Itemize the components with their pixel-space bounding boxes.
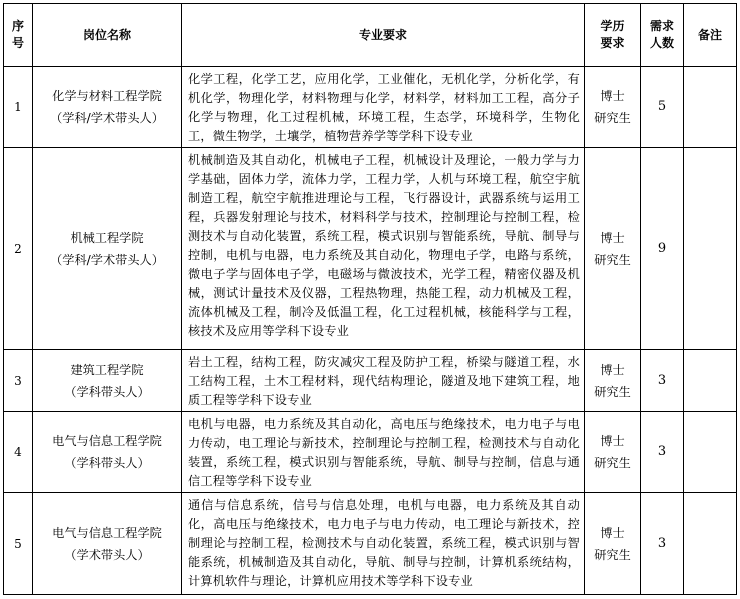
degree-cell: 博士 研究生 <box>585 148 641 350</box>
requirements-cell: 岩土工程，结构工程，防灾减灾工程及防护工程，桥梁与隧道工程，水工结构工程，土木工程材料，现代结构理论，隧道及地下建筑工程，地质工程等学科下设专业 <box>182 350 585 412</box>
position-cell: 电气与信息工程学院 （学科带头人） <box>33 412 182 493</box>
position-cell: 化学与材料工程学院 （学科/学术带头人） <box>33 67 182 148</box>
seq-cell: 5 <box>4 493 33 595</box>
degree-cell: 博士 研究生 <box>585 493 641 595</box>
position-cell: 电气与信息工程学院 （学术带头人） <box>33 493 182 595</box>
seq-cell: 4 <box>4 412 33 493</box>
count-cell: 5 <box>641 67 684 148</box>
requirements-cell: 化学工程，化学工艺，应用化学，工业催化，无机化学，分析化学，有机化学，物理化学，材料物理与化学，材料学，材料加工工程，高分子化学与物理，化工过程机械，环境工程，生态学，环境科学，生物化工，微生物学，土壤学，植物营养学等学科下设专业 <box>182 67 585 148</box>
seq-cell: 3 <box>4 350 33 412</box>
remarks-cell <box>684 148 737 350</box>
seq-cell: 2 <box>4 148 33 350</box>
degree-cell: 博士 研究生 <box>585 350 641 412</box>
degree-cell: 博士 研究生 <box>585 412 641 493</box>
table-row <box>4 148 737 350</box>
remarks-cell <box>684 350 737 412</box>
table-row <box>4 412 737 493</box>
requirements-cell: 电机与电器，电力系统及其自动化，高电压与绝缘技术，电力电子与电力传动，电工理论与新技术，控制理论与控制工程，检测技术与自动化装置，系统工程，模式识别与智能系统，导航、制导与控制，信息与通信工程等学科下设专业 <box>182 412 585 493</box>
header-remarks: 备注 <box>684 4 737 67</box>
remarks-cell <box>684 493 737 595</box>
degree-cell: 博士 研究生 <box>585 67 641 148</box>
header-row <box>4 4 737 67</box>
requirements-cell: 通信与信息系统，信号与信息处理，电机与电器，电力系统及其自动化，高电压与绝缘技术，电力电子与电力传动，电工理论与新技术，控制理论与控制工程，检测技术与自动化装置，系统工程，模式识别与智能系统，机械制造及其自动化，导航、制导与控制，计算机系统结构，计算机软件与理论，计算机应用技术等学科下设专业 <box>182 493 585 595</box>
header-seq: 序 号 <box>4 4 33 67</box>
count-cell: 3 <box>641 350 684 412</box>
remarks-cell <box>684 412 737 493</box>
count-cell: 3 <box>641 493 684 595</box>
recruitment-table <box>3 3 737 595</box>
position-cell: 机械工程学院 （学科/学术带头人） <box>33 148 182 350</box>
header-position: 岗位名称 <box>33 4 182 67</box>
count-cell: 9 <box>641 148 684 350</box>
header-requirements: 专业要求 <box>182 4 585 67</box>
header-count: 需求 人数 <box>641 4 684 67</box>
position-cell: 建筑工程学院 （学科带头人） <box>33 350 182 412</box>
count-cell: 3 <box>641 412 684 493</box>
remarks-cell <box>684 67 737 148</box>
header-degree: 学历 要求 <box>585 4 641 67</box>
seq-cell: 1 <box>4 67 33 148</box>
table-row <box>4 350 737 412</box>
table-row <box>4 67 737 148</box>
requirements-cell: 机械制造及其自动化，机械电子工程，机械设计及理论，一般力学与力学基础，固体力学，流体力学，工程力学，人机与环境工程，航空宇航制造工程，航空宇航推进理论与工程，飞行器设计，武器系统与运用工程，兵器发射理论与技术，材料科学与技术，控制理论与控制工程，检测技术与自动化装置，系统工程，模式识别与智能系统，导航、制导与控制，电机与电器，电力系统及其自动化，物理电子学，电路与系统，微电子学与固体电子学，电磁场与微波技术，光学工程，精密仪器及机械，测试计量技术及仪器，工程热物理，热能工程，动力机械及工程，流体机械及工程，制冷及低温工程，化工过程机械，核能科学与工程，核技术及应用等学科下设专业 <box>182 148 585 350</box>
table-row <box>4 493 737 595</box>
